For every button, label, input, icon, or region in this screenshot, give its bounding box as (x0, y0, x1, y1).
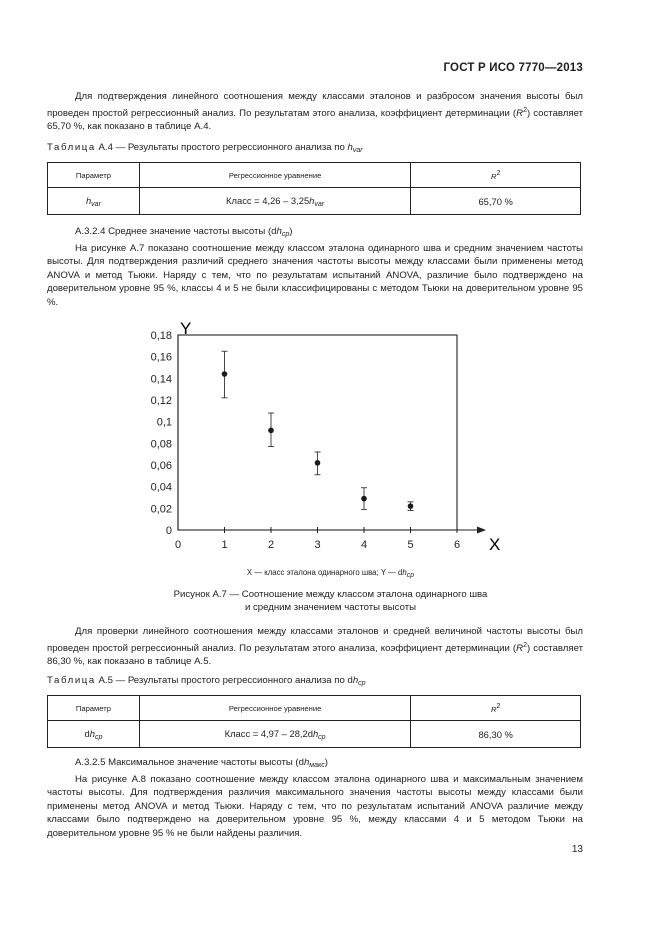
page-number: 13 (571, 844, 583, 855)
x-tick-label: 6 (453, 539, 461, 551)
data-point (408, 503, 414, 509)
x-tick-label: 3 (314, 539, 321, 551)
cell-r2: 86,30 % (411, 721, 581, 748)
y-tick-label: 0,14 (150, 373, 172, 386)
table-a5 (47, 695, 581, 748)
paragraph-regression-dhcp: Для проверки линейного соотношения между классами эталонов и средней величиной частоты высоты был проведен простой регрессионный анализ. По результатам этого анализа, коэффициент детерминации $(R^2)$ составляет 86,30 %, как показано в таблице А.5. (47, 626, 583, 668)
y-tick-label: 0,04 (150, 481, 172, 494)
cell-parameter: $dh_{ср}$ (48, 721, 140, 748)
table-row (48, 721, 581, 748)
header-parameter: Параметр (48, 163, 140, 188)
table-header-row (48, 696, 581, 721)
section-a324 (47, 225, 583, 310)
x-tick-label: 4 (360, 539, 368, 551)
x-tick-label: 2 (267, 539, 275, 551)
header-parameter: Параметр (48, 696, 140, 721)
data-point (268, 428, 274, 434)
y-tick-label: 0,08 (150, 438, 172, 451)
table-row (48, 188, 581, 215)
x-axis-arrow (477, 527, 486, 534)
section-a325 (47, 756, 583, 841)
y-axis-label: Y (180, 319, 192, 338)
figure-a7-caption: Рисунок А.7 — Соотношение между классом эталона одинарного шва и средним значением частоты высоты (173, 589, 488, 613)
y-tick-label: 0,16 (150, 351, 172, 364)
x-tick-label: 0 (174, 539, 182, 551)
x-axis-label: X (489, 535, 501, 554)
table-header-row (48, 163, 581, 188)
y-tick-label: 0,06 (150, 460, 172, 472)
data-point (315, 460, 321, 466)
section-text: На рисунке А.7 показано соотношение между классом эталона одинарного шва и средним значением частоты высоты. Для подтверждения различий среднего значения частоты высоты между классами были применены метод ANOVA и метод Тьюки. Наряду с тем, что по результатам испытаний ANOVA, различие было подтверждено на доверительном уровне 95 %, классы 4 и 5 не были классифицированы с методом Тьюки на доверительном уровне 95 %. (47, 242, 583, 308)
y-tick-label: 0 (165, 525, 172, 537)
header-r2: R2 (411, 696, 581, 721)
plot-frame (178, 335, 457, 530)
cell-r2: 65,70 % (411, 188, 581, 215)
data-point (361, 496, 367, 502)
figure-a7-chart (140, 319, 501, 584)
table-a4-caption: Таблица А.4 — Результаты простого регрессионного анализа по $h_{var}$ (47, 142, 363, 154)
header-r2: R2 (411, 163, 581, 188)
section-heading: А.3.2.5 Максимальное значение частоты высоты $(dh_{макс})$ (75, 757, 328, 769)
paragraph-regression-hvar: Для подтверждения линейного соотношения между классами эталонов и разбросом значения высоты был проведен простой регрессионный анализ. По результатам этого анализа, коэффициент детерминации $(R^2)$ составляет 65,70 %, как показано в таблице А.4. (47, 91, 583, 133)
section-heading: А.3.2.4 Среднее значение частоты высоты $(dh_{ср})$ (75, 226, 293, 238)
section-text: На рисунке А.8 показано соотношение между классом эталона одинарного шва и максимальным значением частоты высоты. Для подтверждения различия максимального значения частоты высоты между классами были применены метод ANOVA и метод Тьюки. Наряду с тем, что по результатам испытаний ANOVA различие между классами было подтверждено на доверительном уровне 95 %, между классами 4 и 5 методом Тьюки на доверительном уровне 95 % не были найдены различия. (47, 773, 583, 839)
cell-equation: Класс = $4,26 - 3,25h_{var}$ (139, 188, 410, 215)
y-tick-label: 0,02 (150, 503, 172, 516)
y-tick-label: 0,18 (150, 330, 172, 342)
cell-equation: Класс = $4,97 - 28,2dh_{ср}$ (139, 721, 410, 748)
standard-header: ГОСТ Р ИСО 7770—2013 (443, 62, 583, 74)
data-point (222, 371, 228, 377)
table-a5-caption: Таблица А.5 — Результаты простого регрессионного анализа по $dh_{ср}$ (47, 675, 366, 687)
cell-parameter: $h_{var}$ (48, 188, 140, 215)
y-tick-label: 0,12 (150, 395, 172, 407)
x-tick-label: 5 (407, 539, 414, 551)
x-tick-label: 1 (221, 539, 228, 551)
figure-a7-legend: X — класс эталона одинарного шва; Y — dhср (246, 568, 415, 579)
header-equation: Регрессионное уравнение (139, 163, 410, 188)
y-tick-label: 0,1 (156, 416, 172, 429)
header-equation: Регрессионное уравнение (139, 696, 410, 721)
table-a4 (47, 162, 581, 215)
